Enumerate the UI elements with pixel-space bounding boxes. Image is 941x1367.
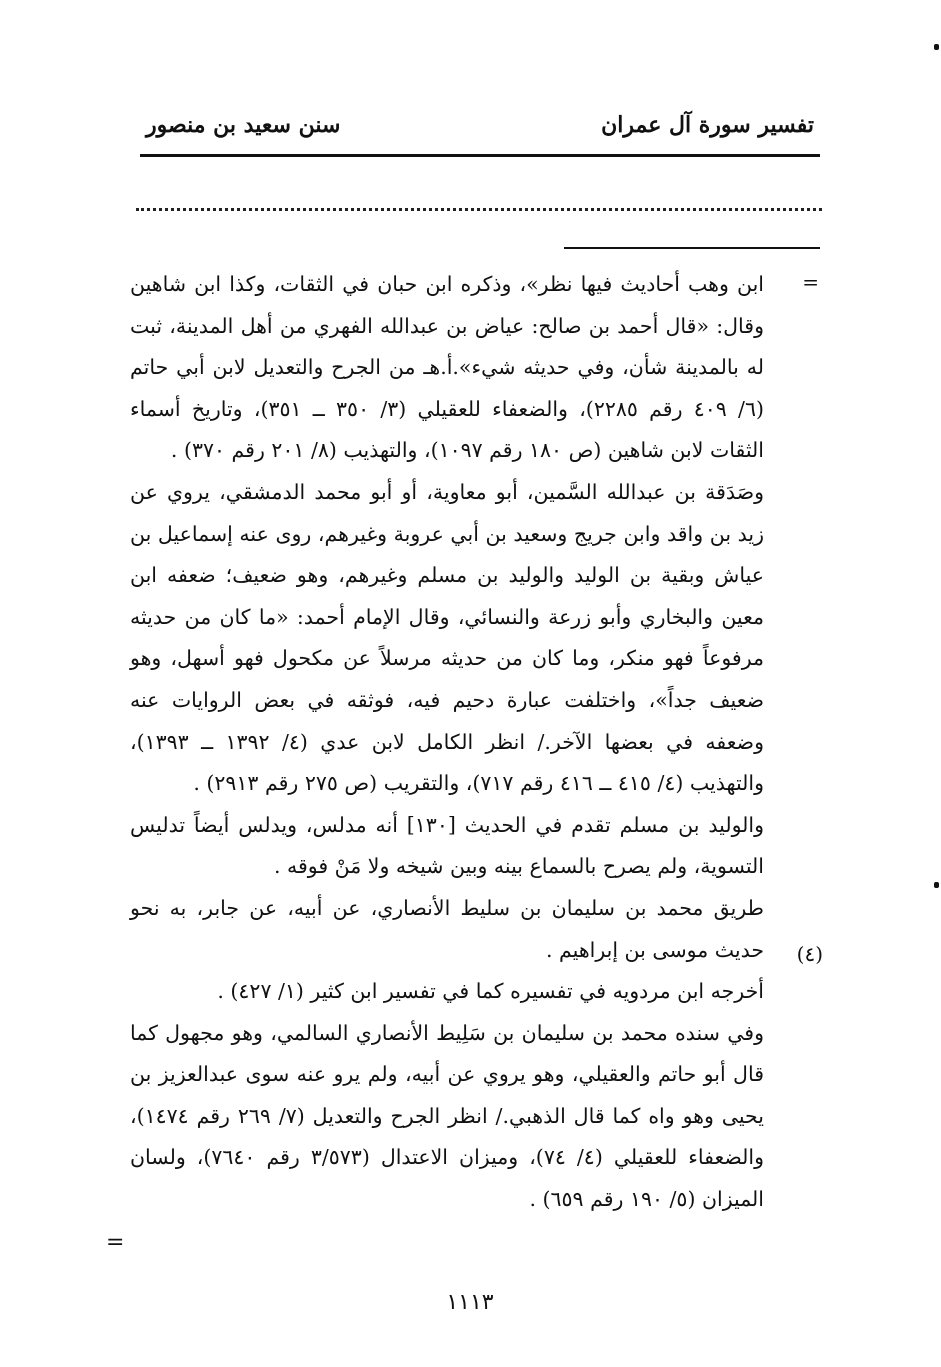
scan-edge-mark <box>934 44 939 50</box>
header-book-title: سنن سعيد بن منصور <box>146 112 341 138</box>
dotted-separator <box>136 208 822 211</box>
paragraph: ابن وهب أحاديث فيها نظر»، وذكره ابن حبان في الثقات، وكذا ابن شاهين وقال: «قال أحمد بن صالح: عياض بن عبدالله الفهري من أهل المدينة، ثبت له بالمدينة شأن، وفي حديثه شيء».أ.هـ من الجرح والتعديل لابن أبي حاتم (٦/ ٤٠٩ رقم ٢٢٨٥)، والضعفاء للعقيلي (٣/ ٣٥٠ ــ ٣٥١)، وتاريخ أسماء الثقات لابن شاهين (ص ١٨٠ رقم ١٠٩٧)، والتهذيب (٨/ ٢٠١ رقم ٣٧٠) . <box>130 272 764 463</box>
header-rule <box>140 154 820 157</box>
paragraph: وصَدَقة بن عبدالله السَّمين، أبو معاوية، أو أبو محمد الدمشقي، يروي عن زيد بن واقد وابن جريج وسعيد بن أبي عروبة وغيرهم، روى عنه إسماعيل بن عياش وبقية بن الوليد والوليد بن مسلم وغيرهم، وهو ضعيف؛ ضعفه ابن معين والبخاري وأبو زرعة والنسائي، وقال الإمام أحمد: «ما كان من حديثه مرفوعاً فهو منكر، وما كان من حديثه مرسلاً عن مكحول فهو أسهل، وهو ضعيف جداً»، واختلفت عبارة دحيم فيه، فوثقه في بعض الروايات عنه وضعفه في بعضها الآخر./ انظر الكامل لابن عدي (٤/ ١٣٩٢ ــ ١٣٩٣)، والتهذيب (٤/ ٤١٥ ــ ٤١٦ رقم ٧١٧)، والتقريب (ص ٢٧٥ رقم ٢٩١٣) . <box>130 479 764 796</box>
continuation-marker: = <box>802 270 819 294</box>
scan-edge-mark <box>934 882 939 888</box>
header-surah-title: تفسير سورة آل عمران <box>601 112 814 138</box>
footnote-rule <box>564 247 820 249</box>
running-header <box>140 112 820 146</box>
paragraph: أخرجه ابن مردويه في تفسيره كما في تفسير ابن كثير (١/ ٤٢٧) . <box>217 979 764 1004</box>
footnote-number: (٤) <box>796 942 823 966</box>
paragraph: وفي سنده محمد بن سليمان بن سَلِيط الأنصاري السالمي، وهو مجهول كما قال أبو حاتم والعقيلي، وهو يروي عن أبيه، ولم يرو عنه سوى عبدالعزيز بن يحيى وهو واه كما قال الذهبي./ انظر الجرح والتعديل (٧/ ٢٦٩ رقم ١٤٧٤)، والضعفاء للعقيلي (٤/ ٧٤)، وميزان الاعتدال (٣/٥٧٣ رقم ٧٦٤٠)، ولسان الميزان (٥/ ١٩٠ رقم ٦٥٩) . <box>130 1020 764 1212</box>
paragraph: طريق محمد بن سليمان بن سليط الأنصاري، عن أبيه، عن جابر، به نحو حديث موسى بن إبراهيم . <box>130 895 764 962</box>
page-number: ١١١٣ <box>446 1290 494 1315</box>
footnote-text <box>130 264 764 1221</box>
paragraph: والوليد بن مسلم تقدم في الحديث [١٣٠] أنه مدلس، ويدلس أيضاً تدليس التسوية، ولم يصرح بالسماع بينه وبين شيخه ولا مَنْ فوقه . <box>130 812 764 879</box>
continuation-marker-bottom: = <box>106 1230 125 1255</box>
